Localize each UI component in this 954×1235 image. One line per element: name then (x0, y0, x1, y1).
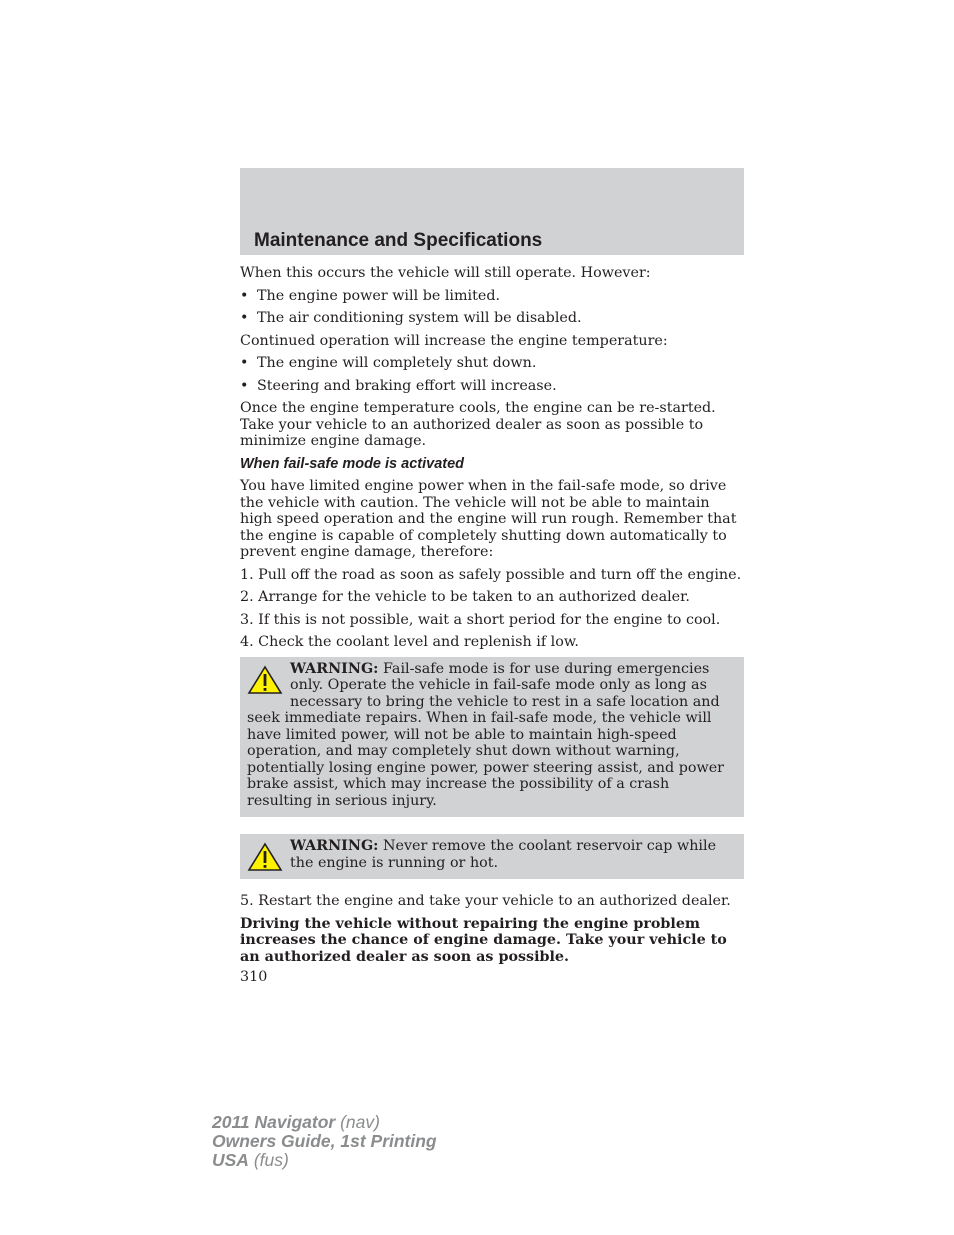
warning-box (240, 657, 744, 818)
list-item: • Steering and braking effort will increase. (240, 377, 557, 394)
list-item: • The engine power will be limited. (240, 287, 501, 304)
step-4: 4. Check the coolant level and replenish if low. (240, 634, 579, 650)
footer-line-1: 2011 Navigator (nav) (212, 1112, 380, 1132)
page-body (240, 265, 744, 986)
warning-label: WARNING: (290, 838, 379, 854)
step-5: 5. Restart the engine and take your vehicle to an authorized dealer. (240, 893, 731, 909)
page-number: 310 (240, 969, 268, 985)
footer-line-2: Owners Guide, 1st Printing (212, 1131, 437, 1151)
section-header (240, 168, 744, 255)
warning-box (240, 834, 744, 879)
bold-note: Driving the vehicle without repairing the engine problem increases the chance of engine damage. Take your vehicle to an authorized dealer as soon as possible. (240, 915, 727, 965)
section-title: Maintenance and Specifications (254, 230, 543, 251)
warning-triangle-icon (247, 665, 283, 695)
footer-line-3: USA (fus) (212, 1150, 289, 1170)
continued-paragraph: Continued operation will increase the engine temperature: (240, 332, 668, 349)
list-item: • The engine will completely shut down. (240, 355, 537, 371)
step-2: 2. Arrange for the vehicle to be taken to an authorized dealer. (240, 589, 690, 605)
step-3: 3. If this is not possible, wait a short period for the engine to cool. (240, 611, 721, 628)
intro-paragraph: When this occurs the vehicle will still operate. However: (240, 265, 651, 281)
warning-text: Never remove the coolant reservoir cap while the engine is running or hot. (290, 838, 717, 871)
warning-triangle-icon (247, 842, 283, 872)
once-paragraph: Once the engine temperature cools, the engine can be re-started. Take your vehicle to an authorized dealer as soon as possible to minimize engine damage. (240, 400, 716, 449)
warning-label: WARNING: (290, 660, 379, 677)
failsafe-paragraph: You have limited engine power when in the fail-safe mode, so drive the vehicle with caution. The vehicle will not be able to maintain high speed operation and the engine will run rough. Remember that the engine is capable of completely shutting down automatically to prevent engine damage, therefore: (240, 478, 737, 560)
subheading: When fail-safe mode is activated (240, 455, 465, 472)
list-item: • The air conditioning system will be disabled. (240, 310, 582, 326)
warning-text: Fail-safe mode is for use during emergencies only. Operate the vehicle in fail-safe mode only as long as necessary to bring the vehicle to rest in a safe location and seek immediate repairs. When in fail-safe mode, the vehicle will have limited power, will not be able to maintain high-speed operation, and may completely shut down without warning, potentially losing engine power, power steering assist, and power brake assist, which may increase the possibility of a crash resulting in serious injury. (247, 660, 725, 809)
step-1: 1. Pull off the road as soon as safely possible and turn off the engine. (240, 566, 742, 583)
footer (212, 1113, 437, 1170)
